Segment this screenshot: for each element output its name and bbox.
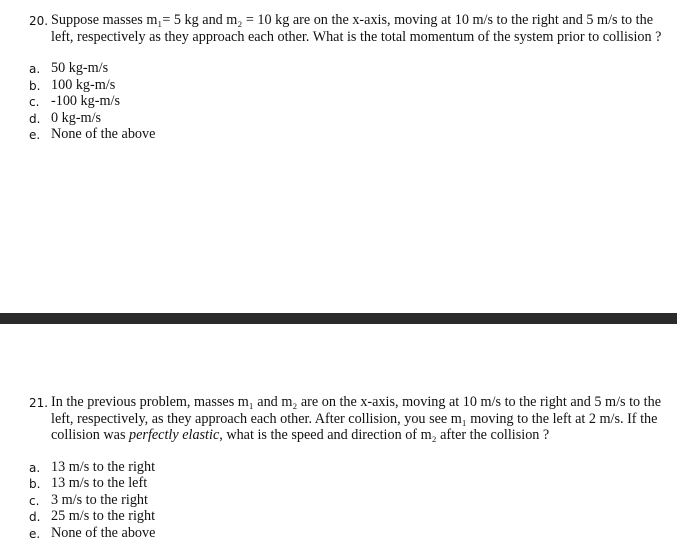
option-text: 100 kg-m/s — [51, 76, 116, 93]
question-text — [51, 394, 669, 444]
answer-options — [29, 459, 669, 542]
option-letter: c. — [29, 95, 40, 109]
option-text: None of the above — [51, 126, 156, 142]
option-a[interactable] — [29, 459, 669, 476]
option-a[interactable] — [29, 60, 669, 77]
option-letter: b. — [29, 477, 41, 491]
option-text: 3 m/s to the right — [51, 491, 148, 508]
question-21 — [29, 394, 669, 541]
option-e[interactable] — [29, 126, 669, 143]
question-21-stem — [29, 394, 669, 444]
option-c[interactable] — [29, 93, 669, 110]
option-letter: a. — [29, 62, 41, 76]
question-20 — [29, 12, 669, 143]
question-text-after: , what is the speed and direction of m₂ after the collision ? — [219, 427, 550, 443]
question-number: 21. — [29, 396, 49, 410]
answer-options — [29, 60, 669, 143]
option-e[interactable] — [29, 525, 669, 542]
option-letter: e. — [29, 128, 41, 142]
question-text: Suppose masses m₁= 5 kg and m₂ = 10 kg are on the x-axis, moving at 10 m/s to the right and 5 m/s to the left, respectively as they approach each other. What is the total momentum of the system prior to collision ? — [51, 12, 662, 45]
question-text-before: In the previous problem, masses m₁ and m₂ are on the x-axis, moving at 10 m/s to the right and 5 m/s to the left, respectively, as they approach each other. After collision, you see m₁ moving to the left at 2 m/s. If the collision was — [51, 394, 662, 443]
option-text: None of the above — [51, 524, 156, 541]
option-letter: d. — [29, 510, 41, 524]
option-d[interactable] — [29, 508, 669, 525]
page-divider — [0, 313, 677, 324]
option-b[interactable] — [29, 475, 669, 492]
option-text: 13 m/s to the left — [51, 475, 148, 491]
question-20-stem — [29, 12, 669, 45]
option-text: 25 m/s to the right — [51, 508, 156, 524]
option-letter: e. — [29, 526, 41, 541]
option-d[interactable] — [29, 110, 669, 127]
option-letter: c. — [29, 493, 40, 508]
option-c[interactable] — [29, 492, 669, 509]
option-text: 13 m/s to the right — [51, 458, 156, 475]
option-b[interactable] — [29, 77, 669, 94]
question-number: 20. — [29, 14, 49, 28]
option-text: 50 kg-m/s — [51, 60, 109, 76]
option-letter: b. — [29, 78, 41, 93]
option-letter: a. — [29, 460, 41, 475]
option-letter: d. — [29, 111, 41, 126]
option-text: -100 kg-m/s — [51, 93, 120, 109]
option-text: 0 kg-m/s — [51, 109, 102, 126]
question-text-emphasis: perfectly elastic — [129, 427, 220, 443]
